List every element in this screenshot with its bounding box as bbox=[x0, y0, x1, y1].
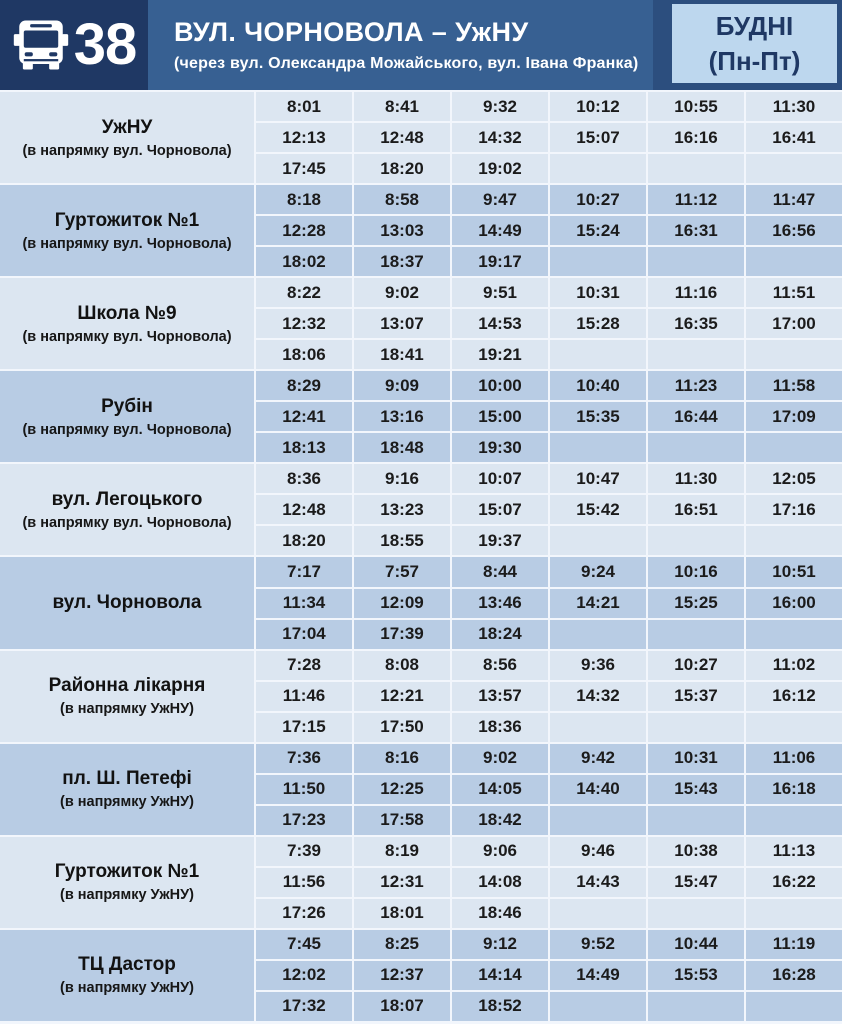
time-cell: 9:16 bbox=[354, 464, 450, 493]
time-cell: 14:43 bbox=[550, 868, 646, 897]
time-cell bbox=[550, 899, 646, 928]
time-cell: 15:42 bbox=[550, 495, 646, 524]
time-cell: 19:21 bbox=[452, 340, 548, 369]
time-cell bbox=[746, 154, 842, 183]
time-cell: 12:21 bbox=[354, 682, 450, 711]
stop-name: вул. Чорновола bbox=[52, 592, 202, 614]
time-cell: 12:28 bbox=[256, 216, 352, 245]
time-cell: 7:57 bbox=[354, 557, 450, 586]
time-cell: 8:36 bbox=[256, 464, 352, 493]
time-cell: 9:02 bbox=[452, 744, 548, 773]
time-cell: 15:07 bbox=[452, 495, 548, 524]
time-cell: 11:23 bbox=[648, 371, 744, 400]
time-cell: 11:51 bbox=[746, 278, 842, 307]
stop-direction: (в напрямку УжНУ) bbox=[60, 794, 194, 811]
time-cell: 12:05 bbox=[746, 464, 842, 493]
stop-direction: (в напрямку УжНУ) bbox=[60, 887, 194, 904]
time-cell: 8:44 bbox=[452, 557, 548, 586]
time-cell: 15:00 bbox=[452, 402, 548, 431]
time-cell: 15:07 bbox=[550, 123, 646, 152]
time-cell: 8:01 bbox=[256, 92, 352, 121]
time-cell: 18:20 bbox=[256, 526, 352, 555]
time-cell: 18:06 bbox=[256, 340, 352, 369]
time-cell: 15:37 bbox=[648, 682, 744, 711]
route-number: 38 bbox=[73, 12, 137, 77]
time-cell: 19:02 bbox=[452, 154, 548, 183]
stop-direction: (в напрямку вул. Чорновола) bbox=[22, 328, 232, 345]
time-cell: 7:45 bbox=[256, 930, 352, 959]
stop-name-cell bbox=[0, 92, 254, 183]
time-cell bbox=[648, 247, 744, 276]
stop-row bbox=[0, 464, 842, 555]
stop-name-cell bbox=[0, 837, 254, 928]
time-cell: 8:08 bbox=[354, 651, 450, 680]
time-cell: 12:25 bbox=[354, 775, 450, 804]
time-cell: 10:55 bbox=[648, 92, 744, 121]
time-cell: 15:53 bbox=[648, 961, 744, 990]
time-cell bbox=[648, 899, 744, 928]
time-cell: 14:14 bbox=[452, 961, 548, 990]
time-cell: 11:47 bbox=[746, 185, 842, 214]
time-cell: 14:40 bbox=[550, 775, 646, 804]
stop-direction: (в напрямку УжНУ) bbox=[60, 701, 194, 718]
time-cell bbox=[746, 247, 842, 276]
time-cell: 19:37 bbox=[452, 526, 548, 555]
time-cell bbox=[550, 526, 646, 555]
time-cell bbox=[746, 340, 842, 369]
time-cell: 7:39 bbox=[256, 837, 352, 866]
stop-direction: (в напрямку вул. Чорновола) bbox=[22, 514, 232, 531]
time-cell: 8:16 bbox=[354, 744, 450, 773]
stop-direction: (в напрямку УжНУ) bbox=[60, 980, 194, 997]
service-days-strip bbox=[653, 0, 842, 90]
stop-row bbox=[0, 744, 842, 835]
time-cell: 12:37 bbox=[354, 961, 450, 990]
time-cell: 9:42 bbox=[550, 744, 646, 773]
stop-direction: (в напрямку вул. Чорновола) bbox=[22, 235, 232, 252]
time-cell: 12:41 bbox=[256, 402, 352, 431]
time-cell: 17:45 bbox=[256, 154, 352, 183]
time-cell: 18:01 bbox=[354, 899, 450, 928]
time-cell: 18:36 bbox=[452, 713, 548, 742]
time-cell: 18:13 bbox=[256, 433, 352, 462]
time-cell bbox=[746, 992, 842, 1021]
stop-name: пл. Ш. Петефі bbox=[62, 768, 192, 790]
time-cell: 8:22 bbox=[256, 278, 352, 307]
stop-row bbox=[0, 930, 842, 1021]
stop-name-cell bbox=[0, 278, 254, 369]
time-cell: 12:48 bbox=[256, 495, 352, 524]
time-cell bbox=[746, 620, 842, 649]
time-cell: 17:16 bbox=[746, 495, 842, 524]
time-cell: 17:39 bbox=[354, 620, 450, 649]
time-cell: 8:19 bbox=[354, 837, 450, 866]
time-cell: 12:48 bbox=[354, 123, 450, 152]
time-cell: 10:38 bbox=[648, 837, 744, 866]
time-cell: 15:43 bbox=[648, 775, 744, 804]
route-badge bbox=[0, 0, 148, 90]
time-cell: 15:24 bbox=[550, 216, 646, 245]
time-cell: 10:31 bbox=[550, 278, 646, 307]
time-cell: 18:46 bbox=[452, 899, 548, 928]
time-cell: 13:07 bbox=[354, 309, 450, 338]
time-cell: 10:40 bbox=[550, 371, 646, 400]
stop-name: Районна лікарня bbox=[48, 675, 206, 697]
time-cell: 17:50 bbox=[354, 713, 450, 742]
header bbox=[0, 0, 842, 90]
time-cell: 16:56 bbox=[746, 216, 842, 245]
time-cell: 10:44 bbox=[648, 930, 744, 959]
stop-name: Гуртожиток №1 bbox=[54, 861, 200, 883]
service-days-badge bbox=[672, 4, 837, 83]
stop-name-cell bbox=[0, 557, 254, 648]
time-cell: 14:08 bbox=[452, 868, 548, 897]
time-cell: 12:09 bbox=[354, 589, 450, 618]
time-cell bbox=[746, 526, 842, 555]
time-cell: 9:51 bbox=[452, 278, 548, 307]
time-cell bbox=[648, 154, 744, 183]
stop-name-cell bbox=[0, 930, 254, 1021]
time-cell bbox=[746, 433, 842, 462]
time-cell: 8:18 bbox=[256, 185, 352, 214]
time-cell: 14:53 bbox=[452, 309, 548, 338]
time-cell: 14:32 bbox=[550, 682, 646, 711]
time-cell: 9:24 bbox=[550, 557, 646, 586]
time-cell: 10:12 bbox=[550, 92, 646, 121]
time-cell bbox=[746, 899, 842, 928]
bus-icon bbox=[12, 16, 70, 74]
time-cell: 10:07 bbox=[452, 464, 548, 493]
time-cell: 13:03 bbox=[354, 216, 450, 245]
time-cell: 18:37 bbox=[354, 247, 450, 276]
time-cell: 16:31 bbox=[648, 216, 744, 245]
stop-name: Гуртожиток №1 bbox=[54, 209, 200, 231]
time-cell: 19:30 bbox=[452, 433, 548, 462]
stop-name: УжНУ bbox=[101, 116, 153, 138]
time-cell: 10:16 bbox=[648, 557, 744, 586]
stop-row bbox=[0, 92, 842, 183]
time-cell: 10:51 bbox=[746, 557, 842, 586]
stop-name-cell bbox=[0, 185, 254, 276]
stop-name: ТЦ Дастор bbox=[78, 954, 176, 976]
time-cell: 10:00 bbox=[452, 371, 548, 400]
time-cell: 11:16 bbox=[648, 278, 744, 307]
time-cell bbox=[648, 992, 744, 1021]
time-cell: 8:41 bbox=[354, 92, 450, 121]
time-cell: 15:47 bbox=[648, 868, 744, 897]
time-cell: 16:18 bbox=[746, 775, 842, 804]
timetable bbox=[0, 90, 842, 1024]
time-cell: 17:58 bbox=[354, 806, 450, 835]
time-cell: 17:00 bbox=[746, 309, 842, 338]
time-cell: 8:58 bbox=[354, 185, 450, 214]
time-cell: 11:56 bbox=[256, 868, 352, 897]
time-cell: 13:16 bbox=[354, 402, 450, 431]
time-cell: 10:27 bbox=[550, 185, 646, 214]
time-cell: 10:27 bbox=[648, 651, 744, 680]
time-cell: 14:49 bbox=[550, 961, 646, 990]
time-cell bbox=[648, 620, 744, 649]
route-title: ВУЛ. ЧОРНОВОЛА – УжНУ bbox=[174, 17, 529, 47]
time-cell: 18:20 bbox=[354, 154, 450, 183]
time-cell: 7:28 bbox=[256, 651, 352, 680]
time-cell: 14:49 bbox=[452, 216, 548, 245]
time-cell bbox=[550, 620, 646, 649]
time-cell: 14:05 bbox=[452, 775, 548, 804]
time-cell: 18:48 bbox=[354, 433, 450, 462]
time-cell: 16:44 bbox=[648, 402, 744, 431]
time-cell: 15:35 bbox=[550, 402, 646, 431]
time-cell: 17:32 bbox=[256, 992, 352, 1021]
time-cell: 11:12 bbox=[648, 185, 744, 214]
time-cell: 12:31 bbox=[354, 868, 450, 897]
time-cell: 18:41 bbox=[354, 340, 450, 369]
stop-row bbox=[0, 557, 842, 648]
time-cell: 9:46 bbox=[550, 837, 646, 866]
time-cell: 12:13 bbox=[256, 123, 352, 152]
time-cell: 11:06 bbox=[746, 744, 842, 773]
time-cell: 10:47 bbox=[550, 464, 646, 493]
time-cell bbox=[550, 806, 646, 835]
time-cell: 9:09 bbox=[354, 371, 450, 400]
stop-direction: (в напрямку вул. Чорновола) bbox=[22, 421, 232, 438]
time-cell: 16:12 bbox=[746, 682, 842, 711]
time-cell: 11:02 bbox=[746, 651, 842, 680]
time-cell: 14:32 bbox=[452, 123, 548, 152]
time-cell: 18:55 bbox=[354, 526, 450, 555]
stop-row bbox=[0, 371, 842, 462]
time-cell bbox=[648, 806, 744, 835]
time-cell bbox=[550, 247, 646, 276]
time-cell: 11:13 bbox=[746, 837, 842, 866]
time-cell: 16:35 bbox=[648, 309, 744, 338]
time-cell: 13:46 bbox=[452, 589, 548, 618]
time-cell: 10:31 bbox=[648, 744, 744, 773]
service-days-line2: (Пн-Пт) bbox=[708, 45, 801, 76]
stop-name: Рубін bbox=[101, 395, 153, 417]
route-subtitle: (через вул. Олександра Можайського, вул. Івана Франка) bbox=[174, 55, 639, 72]
time-cell bbox=[648, 713, 744, 742]
time-cell: 16:16 bbox=[648, 123, 744, 152]
stop-name-cell bbox=[0, 371, 254, 462]
time-cell: 19:17 bbox=[452, 247, 548, 276]
time-cell bbox=[648, 340, 744, 369]
time-cell: 18:52 bbox=[452, 992, 548, 1021]
time-cell bbox=[550, 433, 646, 462]
time-cell: 11:30 bbox=[746, 92, 842, 121]
time-cell: 9:47 bbox=[452, 185, 548, 214]
stop-name-cell bbox=[0, 744, 254, 835]
time-cell bbox=[550, 154, 646, 183]
time-cell: 9:52 bbox=[550, 930, 646, 959]
time-cell: 11:50 bbox=[256, 775, 352, 804]
stop-row bbox=[0, 185, 842, 276]
time-cell: 11:34 bbox=[256, 589, 352, 618]
time-cell: 9:12 bbox=[452, 930, 548, 959]
time-cell bbox=[746, 806, 842, 835]
time-cell: 18:24 bbox=[452, 620, 548, 649]
header-title-block bbox=[148, 0, 653, 90]
time-cell bbox=[648, 526, 744, 555]
time-cell: 7:36 bbox=[256, 744, 352, 773]
time-cell: 9:02 bbox=[354, 278, 450, 307]
time-cell: 17:15 bbox=[256, 713, 352, 742]
time-cell: 13:57 bbox=[452, 682, 548, 711]
stop-row bbox=[0, 651, 842, 742]
time-cell: 9:06 bbox=[452, 837, 548, 866]
time-cell: 12:02 bbox=[256, 961, 352, 990]
time-cell: 17:09 bbox=[746, 402, 842, 431]
time-cell: 18:42 bbox=[452, 806, 548, 835]
time-cell: 15:25 bbox=[648, 589, 744, 618]
time-cell: 17:26 bbox=[256, 899, 352, 928]
time-cell: 16:22 bbox=[746, 868, 842, 897]
time-cell: 15:28 bbox=[550, 309, 646, 338]
time-cell bbox=[746, 713, 842, 742]
service-days-line1: БУДНІ bbox=[715, 11, 794, 42]
time-cell: 17:23 bbox=[256, 806, 352, 835]
time-cell: 11:58 bbox=[746, 371, 842, 400]
time-cell: 16:51 bbox=[648, 495, 744, 524]
stop-name-cell bbox=[0, 651, 254, 742]
time-cell: 16:28 bbox=[746, 961, 842, 990]
time-cell: 16:00 bbox=[746, 589, 842, 618]
time-cell: 7:17 bbox=[256, 557, 352, 586]
stop-name: вул. Легоцького bbox=[51, 488, 203, 510]
time-cell: 14:21 bbox=[550, 589, 646, 618]
time-cell: 18:07 bbox=[354, 992, 450, 1021]
time-cell: 12:32 bbox=[256, 309, 352, 338]
stop-row bbox=[0, 278, 842, 369]
time-cell: 11:30 bbox=[648, 464, 744, 493]
time-cell: 11:19 bbox=[746, 930, 842, 959]
stop-name-cell bbox=[0, 464, 254, 555]
time-cell: 8:56 bbox=[452, 651, 548, 680]
stop-direction: (в напрямку вул. Чорновола) bbox=[22, 142, 232, 159]
time-cell: 9:32 bbox=[452, 92, 548, 121]
time-cell: 11:46 bbox=[256, 682, 352, 711]
stop-name: Школа №9 bbox=[77, 302, 177, 324]
time-cell: 8:29 bbox=[256, 371, 352, 400]
time-cell bbox=[550, 340, 646, 369]
time-cell bbox=[550, 992, 646, 1021]
time-cell: 16:41 bbox=[746, 123, 842, 152]
time-cell bbox=[648, 433, 744, 462]
stop-row bbox=[0, 837, 842, 928]
time-cell: 18:02 bbox=[256, 247, 352, 276]
time-cell: 9:36 bbox=[550, 651, 646, 680]
time-cell: 13:23 bbox=[354, 495, 450, 524]
time-cell: 17:04 bbox=[256, 620, 352, 649]
time-cell bbox=[550, 713, 646, 742]
time-cell: 8:25 bbox=[354, 930, 450, 959]
